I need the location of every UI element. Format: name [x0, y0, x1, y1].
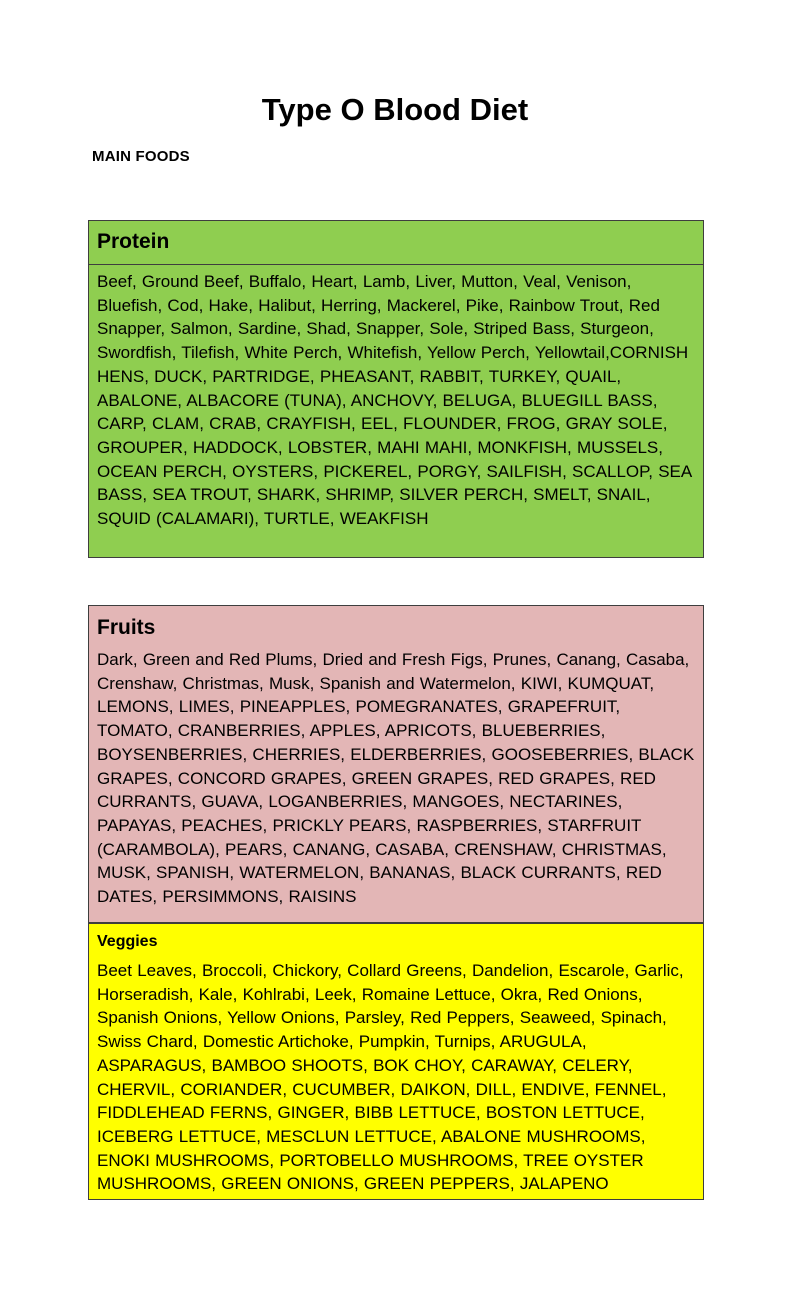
page-title: Type O Blood Diet [261, 92, 529, 127]
fruits-food-list: Dark, Green and Red Plums, Dried and Fresh Figs, Prunes, Canang, Casaba, Crenshaw, Christmas, Musk, Spanish and Watermelon, KIWI, KUMQUAT, LEMONS, LIMES, PINEAPPLES, POMEGRANATES, GRAPEFRUIT, TOMATO, CRANBERRIES, APPLES, APRICOTS, BLUEBERRIES, BOYSENBERRIES, CHERRIES, ELDERBERRIES, GOOSEBERRIES, BLACK GRAPES, CONCORD GRAPES, GREEN GRAPES, RED GRAPES, RED CURRANTS, GUAVA, LOGANBERRIES, MANGOES, NECTARINES, PAPAYAS, PEACHES, PRICKLY PEARS, RASPBERRIES, STARFRUIT (CARAMBOLA), PEARS, CANANG, CASABA, CRENSHAW, CHRISTMAS, MUSK, SPANISH, WATERMELON, BANANAS, BLACK CURRANTS, RED DATES, PERSIMMONS, RAISINS [97, 650, 695, 907]
veggies-food-list: Beet Leaves, Broccoli, Chickory, Collard Greens, Dandelion, Escarole, Garlic, Horseradish, Kale, Kohlrabi, Leek, Romaine Lettuce, Okra, Red Onions, Spanish Onions, Yellow Onions, Parsley, Red Peppers, Seaweed, Spinach, Swiss Chard, Domestic Artichoke, Pumpkin, Turnips, ARUGULA, ASPARAGUS, BAMBOO SHOOTS, BOK CHOY, CARAWAY, CELERY, CHERVIL, CORIANDER, CUCUMBER, DAIKON, DILL, ENDIVE, FENNEL, FIDDLEHEAD FERNS, GINGER, BIBB LETTUCE, BOSTON LETTUCE, ICEBERG LETTUCE, MESCLUN LETTUCE, ABALONE MUSHROOMS, ENOKI MUSHROOMS, PORTOBELLO MUSHROOMS, TREE OYSTER MUSHROOMS, GREEN ONIONS, GREEN PEPPERS, JALAPENO [97, 961, 684, 1194]
fruits-section [88, 605, 704, 923]
fruits-section-title: Fruits [97, 616, 156, 639]
protein-food-list: Beef, Ground Beef, Buffalo, Heart, Lamb, Liver, Mutton, Veal, Venison, Bluefish, Cod, Hake, Halibut, Herring, Mackerel, Pike, Rainbow Trout, Red Snapper, Salmon, Sardine, Shad, Snapper, Sole, Striped Bass, Sturgeon, Swordfish, Tilefish, White Perch, Whitefish, Yellow Perch, Yellowtail,CORNISH HENS, DUCK, PARTRIDGE, PHEASANT, RABBIT, TURKEY, QUAIL, ABALONE, ALBACORE (TUNA), ANCHOVY, BELUGA, BLUEGILL BASS, CARP, CLAM, CRAB, CRAYFISH, EEL, FLOUNDER, FROG, GRAY SOLE, GROUPER, HADDOCK, LOBSTER, MAHI MAHI, MONKFISH, MUSSELS, OCEAN PERCH, OYSTERS, PICKEREL, PORGY, SAILFISH, SCALLOP, SEA BASS, SEA TROUT, SHARK, SHRIMP, SILVER PERCH, SMELT, SNAIL, SQUID (CALAMARI), TURTLE, WEAKFISH [97, 272, 692, 529]
protein-section [88, 220, 704, 558]
veggies-section-title: Veggies [97, 933, 158, 950]
veggies-section [88, 923, 704, 1200]
protein-section-title: Protein [89, 221, 703, 265]
main-foods-heading: MAIN FOODS [92, 148, 190, 165]
